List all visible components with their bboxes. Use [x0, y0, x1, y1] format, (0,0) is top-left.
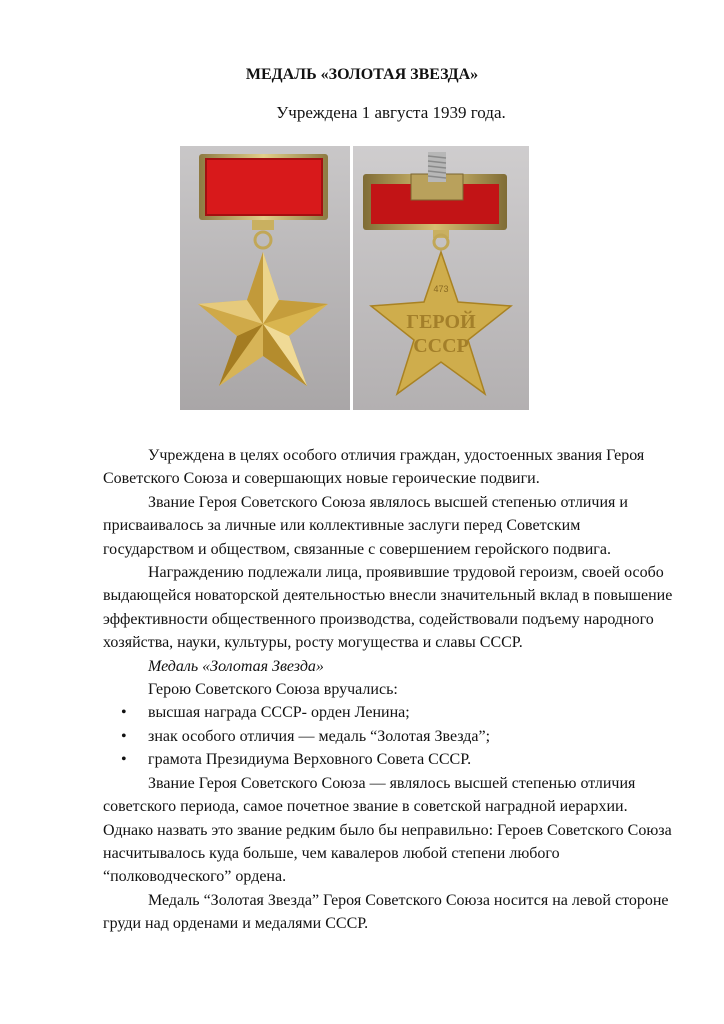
back-serial-number: 473: [433, 284, 449, 294]
paragraph: Учреждена в целях особого отличия граждан, удостоенных звания Героя Советского Союза и совершающих новые героические подвиги.: [103, 447, 645, 488]
paragraph: Награждению подлежали лица, проявившие трудовой героизм, своей особо выдающейся новаторской деятельностью внесли значительный вклад в повышение эффективности общественного производства, содействовали подъему народного хозяйства, науки, культуры, росту могущества и славы СССР.: [103, 564, 673, 652]
medal-back-image: [353, 146, 529, 410]
paragraph: Звание Героя Советского Союза являлось высшей степенью отличия и присваивалось за личные или коллективные заслуги перед Советским государством и обществом, связанные с совершением геройского подвига.: [103, 493, 628, 558]
paragraph: Медаль “Золотая Звезда” Героя Советского Союза носится на левой стороне груди над орденами и медалями СССР.: [103, 891, 669, 933]
list-item: [103, 748, 673, 771]
medal-front-photo: [180, 146, 350, 410]
back-inscription-line2: СССР: [413, 335, 469, 357]
document-body: [103, 444, 673, 936]
page-title: МЕДАЛЬ «ЗОЛОТАЯ ЗВЕЗДА»: [245, 66, 479, 83]
list-item: [103, 725, 673, 748]
medal-back-photo: [353, 146, 529, 410]
list-item: [103, 701, 673, 724]
page-subtitle: Учреждена 1 августа 1939 года.: [276, 103, 506, 122]
bullet-icon: •: [121, 751, 127, 769]
medal-photos: [180, 146, 530, 410]
list-item-text: знак особого отличия — медаль “Золотая Звезда”;: [148, 727, 491, 745]
list-item-text: грамота Президиума Верховного Совета СССР.: [148, 751, 472, 769]
bullet-icon: •: [121, 704, 127, 722]
medal-front-image: [180, 146, 350, 410]
medal-subheading: Медаль «Золотая Звезда»: [148, 657, 324, 675]
bullet-icon: •: [121, 727, 127, 745]
paragraph: Звание Героя Советского Союза — являлось высшей степенью отличия советского периода, самое почетное звание в советской наградной иерархии. Однако назвать это звание редким было бы неправильно: Героев Советского Союза насчитывалось куда больше, чем кавалеров любой степени любого “полководческого” ордена.: [103, 774, 672, 886]
paragraph: Герою Советского Союза вручались:: [148, 681, 398, 699]
back-inscription-line1: ГЕРОЙ: [406, 311, 476, 333]
awards-list: [103, 701, 673, 771]
list-item-text: высшая награда СССР- орден Ленина;: [148, 704, 410, 722]
